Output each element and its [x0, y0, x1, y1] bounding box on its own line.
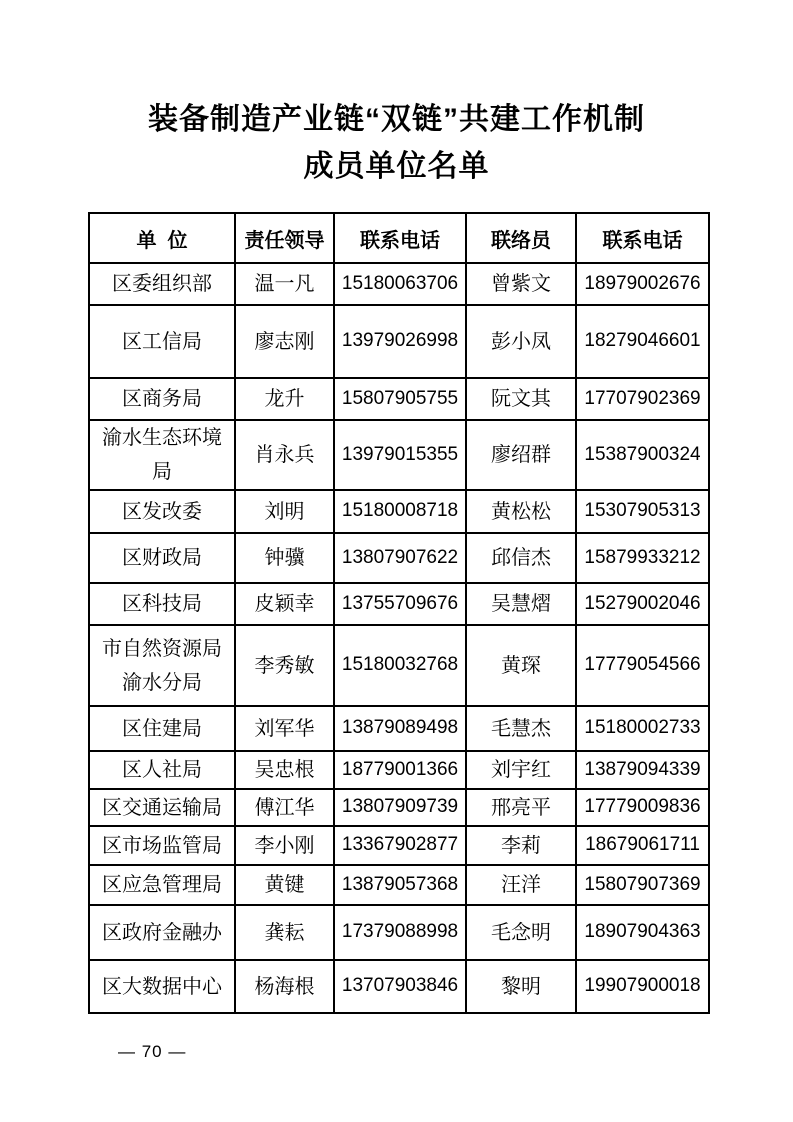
- leader-cell: 刘军华: [235, 706, 334, 751]
- unit-cell: 区科技局: [89, 583, 235, 625]
- liaison-phone-cell: 17779009836: [576, 789, 709, 826]
- liaison-phone-cell: 15387900324: [576, 420, 709, 490]
- liaison-phone-cell: 15307905313: [576, 490, 709, 533]
- leader-cell: 李小刚: [235, 826, 334, 865]
- title-line-2: 成员单位名单: [303, 150, 490, 183]
- unit-cell: 区住建局: [89, 706, 235, 751]
- leader-phone-cell: 13879089498: [334, 706, 466, 751]
- col-header-leader-phone: 联系电话: [334, 213, 466, 263]
- leader-phone-cell: 13707903846: [334, 960, 466, 1013]
- col-header-unit: 单 位: [89, 213, 235, 263]
- liaison-phone-cell: 17779054566: [576, 625, 709, 706]
- table-row: [89, 789, 709, 826]
- col-header-liaison-phone: 联系电话: [576, 213, 709, 263]
- unit-cell: 区应急管理局: [89, 865, 235, 905]
- liaison-cell: 阮文其: [466, 378, 576, 420]
- leader-cell: 杨海根: [235, 960, 334, 1013]
- leader-phone-cell: 13879057368: [334, 865, 466, 905]
- leader-cell: 温一凡: [235, 263, 334, 305]
- leader-phone-cell: 13755709676: [334, 583, 466, 625]
- leader-phone-cell: 15180063706: [334, 263, 466, 305]
- table-row: [89, 960, 709, 1013]
- leader-phone-cell: 15180032768: [334, 625, 466, 706]
- unit-cell: 区人社局: [89, 751, 235, 789]
- leader-phone-cell: 13367902877: [334, 826, 466, 865]
- title-line-1: 装备制造产业链“双链”共建工作机制: [148, 103, 645, 136]
- page-number: — 70 —: [118, 1042, 187, 1061]
- table-row: [89, 826, 709, 865]
- leader-cell: 钟骥: [235, 533, 334, 583]
- liaison-phone-cell: 18907904363: [576, 905, 709, 960]
- table-row: [89, 751, 709, 789]
- liaison-cell: 吴慧熠: [466, 583, 576, 625]
- liaison-phone-cell: 19907900018: [576, 960, 709, 1013]
- table-row: [89, 625, 709, 706]
- liaison-phone-cell: 18979002676: [576, 263, 709, 305]
- liaison-cell: 黄琛: [466, 625, 576, 706]
- liaison-cell: 毛慧杰: [466, 706, 576, 751]
- liaison-cell: 彭小凤: [466, 305, 576, 378]
- liaison-phone-cell: 15279002046: [576, 583, 709, 625]
- liaison-cell: 汪洋: [466, 865, 576, 905]
- leader-cell: 廖志刚: [235, 305, 334, 378]
- unit-cell: 渝水生态环境局: [89, 420, 235, 490]
- leader-phone-cell: 17379088998: [334, 905, 466, 960]
- liaison-phone-cell: 15180002733: [576, 706, 709, 751]
- leader-cell: 皮颖幸: [235, 583, 334, 625]
- unit-cell: 区工信局: [89, 305, 235, 378]
- table-row: [89, 420, 709, 490]
- table-row: [89, 583, 709, 625]
- table-row: [89, 263, 709, 305]
- leader-phone-cell: 13807909739: [334, 789, 466, 826]
- unit-cell: 区商务局: [89, 378, 235, 420]
- leader-cell: 龚耘: [235, 905, 334, 960]
- leader-phone-cell: 15180008718: [334, 490, 466, 533]
- liaison-phone-cell: 13879094339: [576, 751, 709, 789]
- leader-cell: 李秀敏: [235, 625, 334, 706]
- table-row: [89, 905, 709, 960]
- members-table: [88, 212, 710, 1014]
- liaison-phone-cell: 15879933212: [576, 533, 709, 583]
- leader-phone-cell: 18779001366: [334, 751, 466, 789]
- table-body: [89, 263, 709, 1013]
- liaison-phone-cell: 15807907369: [576, 865, 709, 905]
- leader-cell: 刘明: [235, 490, 334, 533]
- leader-cell: 吴忠根: [235, 751, 334, 789]
- liaison-cell: 廖绍群: [466, 420, 576, 490]
- liaison-cell: 曾紫文: [466, 263, 576, 305]
- liaison-phone-cell: 17707902369: [576, 378, 709, 420]
- unit-cell: 区政府金融办: [89, 905, 235, 960]
- unit-cell: 区市场监管局: [89, 826, 235, 865]
- unit-cell: 区财政局: [89, 533, 235, 583]
- table-header-row: [89, 213, 709, 263]
- table-row: [89, 533, 709, 583]
- liaison-phone-cell: 18679061711: [576, 826, 709, 865]
- liaison-cell: 邢亮平: [466, 789, 576, 826]
- leader-cell: 龙升: [235, 378, 334, 420]
- leader-cell: 傅江华: [235, 789, 334, 826]
- leader-phone-cell: 15807905755: [334, 378, 466, 420]
- liaison-cell: 黄松松: [466, 490, 576, 533]
- liaison-cell: 毛念明: [466, 905, 576, 960]
- liaison-cell: 黎明: [466, 960, 576, 1013]
- unit-cell: 区委组织部: [89, 263, 235, 305]
- leader-cell: 肖永兵: [235, 420, 334, 490]
- leader-phone-cell: 13979026998: [334, 305, 466, 378]
- table-row: [89, 865, 709, 905]
- unit-cell: 区交通运输局: [89, 789, 235, 826]
- table-row: [89, 378, 709, 420]
- col-header-liaison: 联络员: [466, 213, 576, 263]
- liaison-cell: 李莉: [466, 826, 576, 865]
- leader-cell: 黄键: [235, 865, 334, 905]
- leader-phone-cell: 13807907622: [334, 533, 466, 583]
- document-title: [0, 0, 793, 190]
- liaison-cell: 刘宇红: [466, 751, 576, 789]
- unit-cell: 区大数据中心: [89, 960, 235, 1013]
- liaison-cell: 邱信杰: [466, 533, 576, 583]
- table-row: [89, 706, 709, 751]
- table-row: [89, 305, 709, 378]
- leader-phone-cell: 13979015355: [334, 420, 466, 490]
- unit-cell: 市自然资源局渝水分局: [89, 625, 235, 706]
- table-row: [89, 490, 709, 533]
- unit-cell: 区发改委: [89, 490, 235, 533]
- col-header-leader: 责任领导: [235, 213, 334, 263]
- liaison-phone-cell: 18279046601: [576, 305, 709, 378]
